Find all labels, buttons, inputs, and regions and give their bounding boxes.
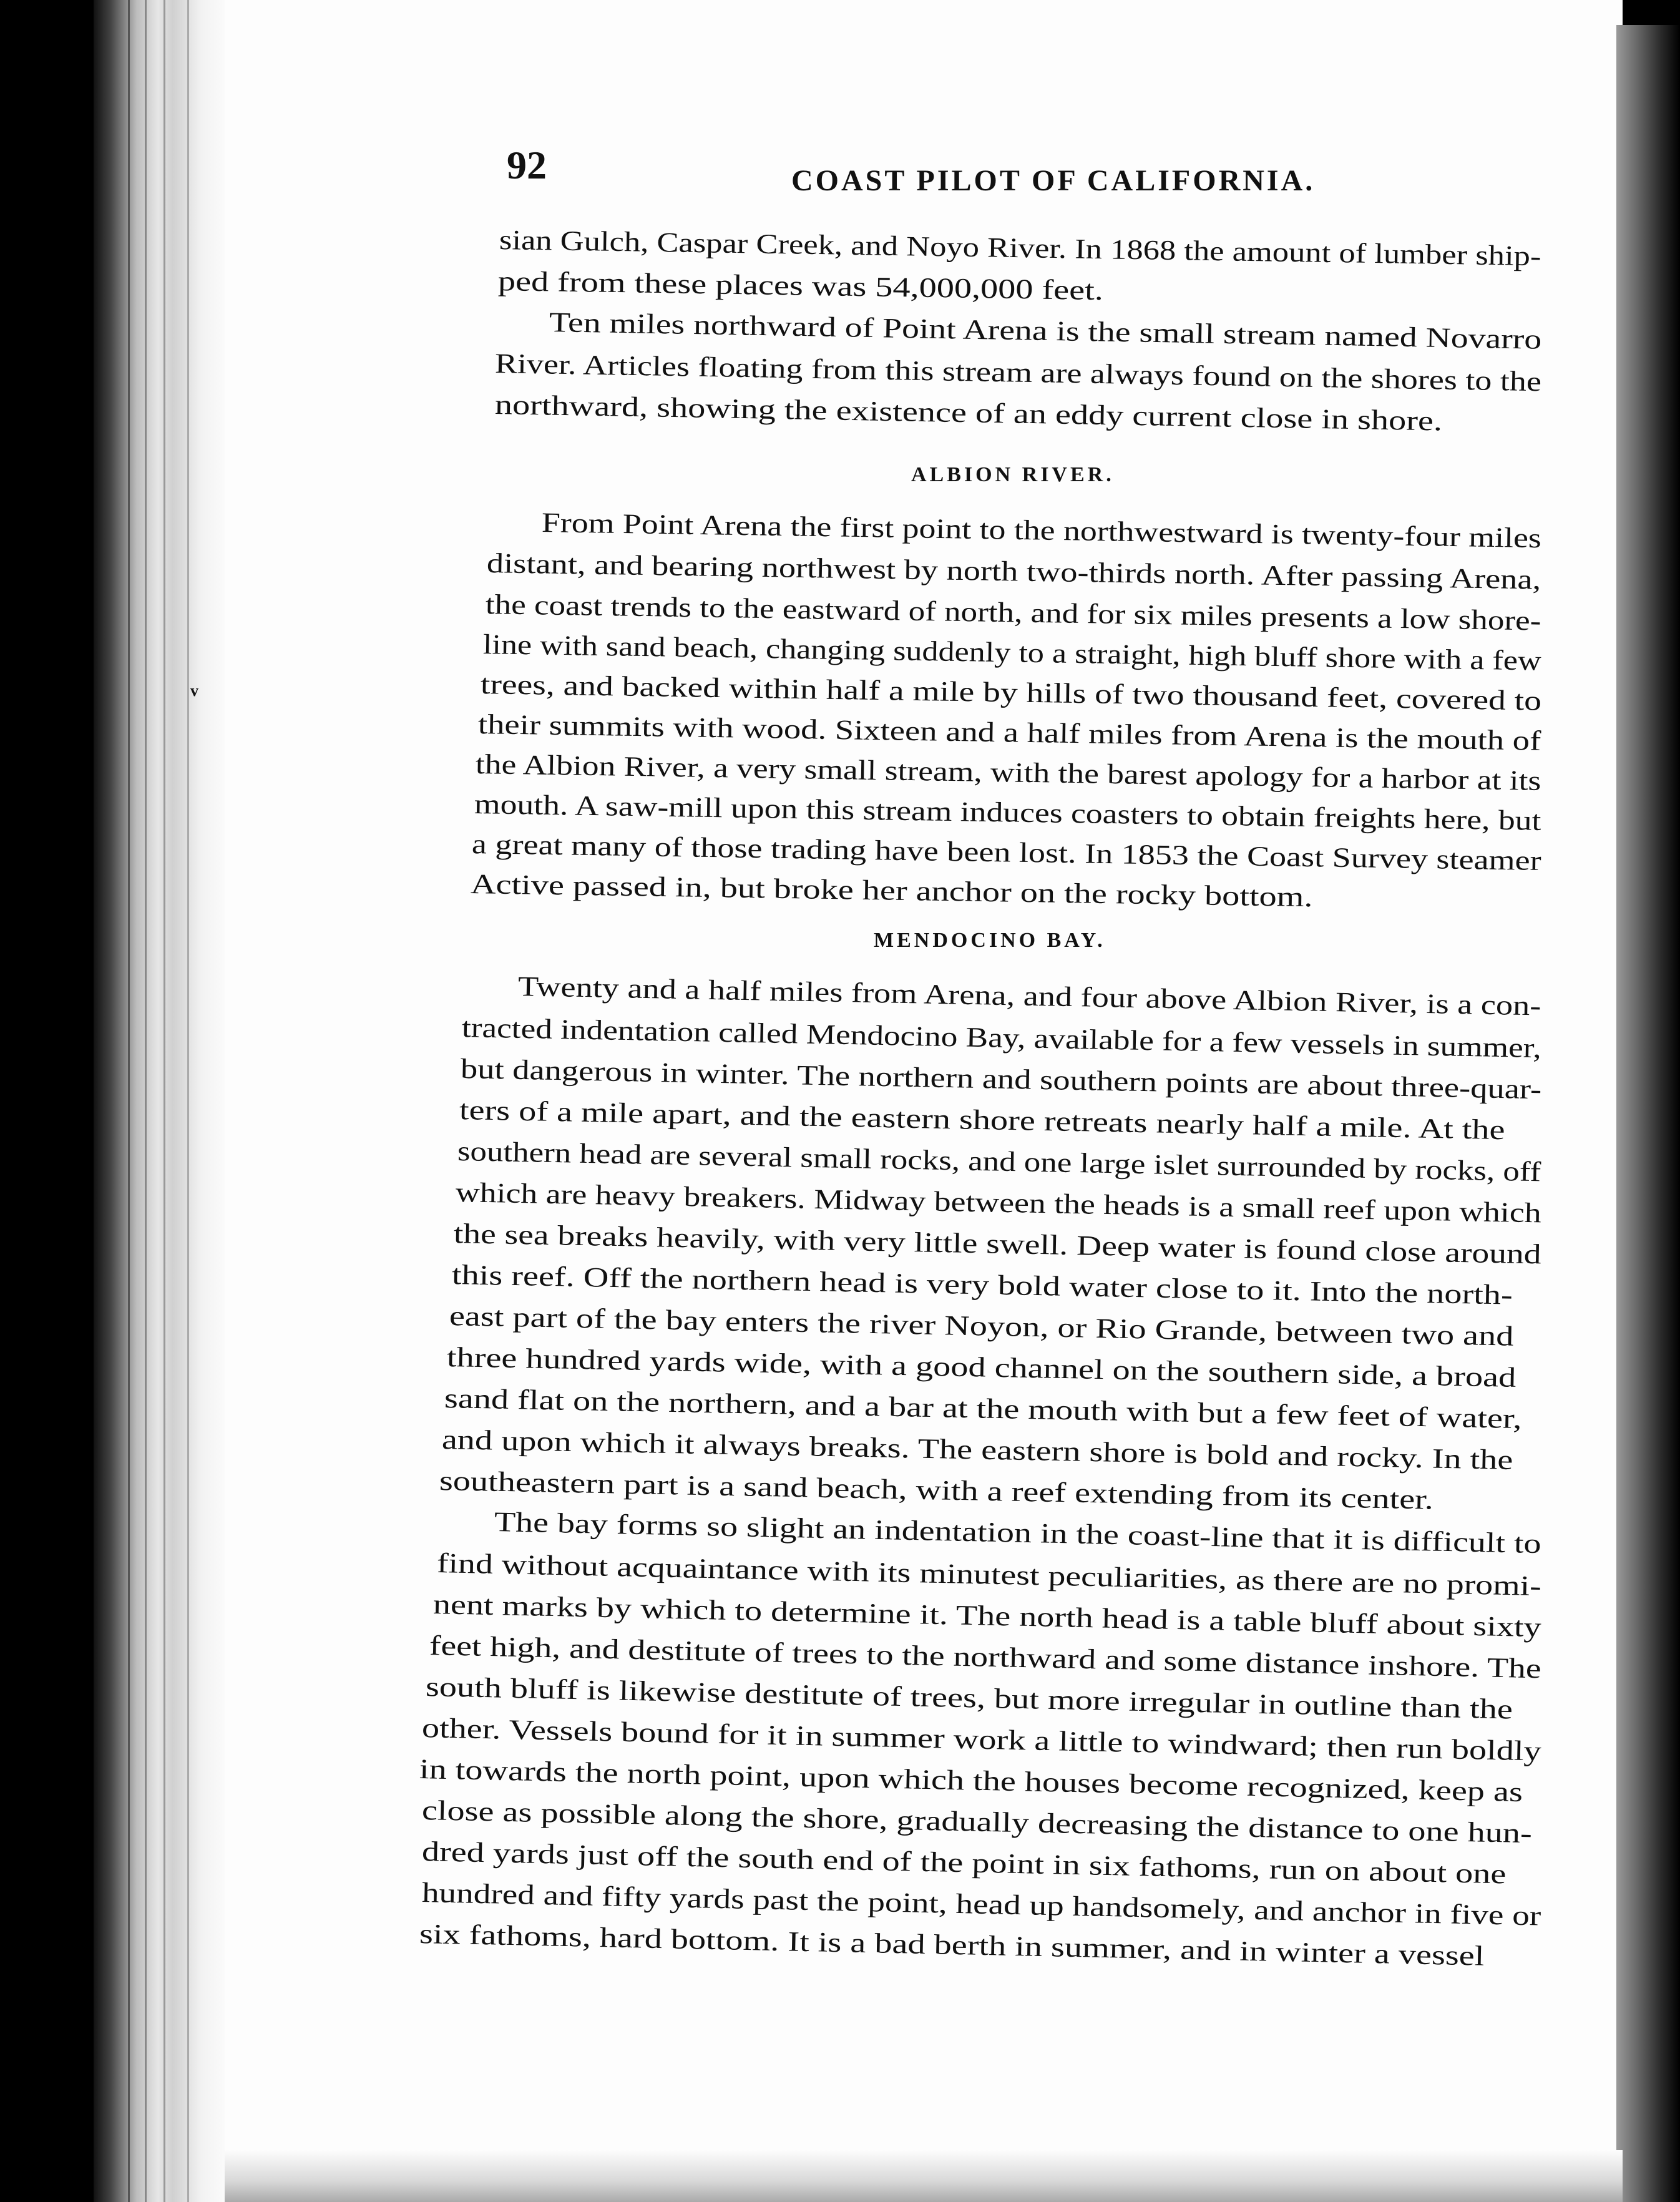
text-line: feet high, and destitute of trees to the northward and some distance inshore. The [429, 1630, 1542, 1685]
text-line: six fathoms, hard bottom. It is a bad berth in summer, and in winter a vessel [419, 1918, 1485, 1972]
text-line: in towards the north point, upon which the houses become recognized, keep as [419, 1753, 1523, 1808]
text-line: dred yards just off the south end of the point in six fathoms, run on about one [421, 1836, 1507, 1890]
text-line: three hundred yards wide, with a good channel on the southern side, a broad [446, 1341, 1516, 1393]
text-line: River. Articles floating from this stream are always found on the shores to the [494, 348, 1542, 398]
text-line: From Point Arena the first point to the northwestward is twenty-four miles [541, 507, 1542, 554]
text-line: and upon which it always breaks. The eastern shore is bold and rocky. In the [441, 1424, 1513, 1475]
text-line: this reef. Off the northern head is very bold water close to it. Into the north- [451, 1259, 1513, 1311]
text-line: their summits with wood. Sixteen and a half miles from Arena is the mouth of [477, 708, 1541, 756]
text-line: Active passed in, but broke her anchor on the rocky bottom. [470, 868, 1313, 913]
text-line: trees, and backed within half a mile by hills of two thousand feet, covered to [480, 668, 1542, 717]
text-line: southeastern part is a sand beach, with a reef extending from its center. [439, 1465, 1434, 1515]
text-line: east part of the bay enters the river Noyon, or Rio Grande, between two and [449, 1300, 1514, 1352]
margin-mark: v [190, 682, 198, 700]
text-line: sand flat on the northern, and a bar at the mouth with but a few feet of water, [444, 1382, 1523, 1435]
text-line: ters of a mile apart, and the eastern shore retreats nearly half a mile. At the [459, 1094, 1506, 1146]
text-line: the coast trends to the eastward of north, and for six miles presents a low shore- [485, 589, 1541, 637]
text-line: The bay forms so slight an indentation in the coast-line that it is difficult to [494, 1506, 1542, 1560]
text-line: a great many of those trading have been lost. In 1853 the Coast Survey steamer [471, 828, 1542, 876]
text-line: mouth. A saw-mill upon this stream induces coasters to obtain freights here, but [474, 788, 1541, 836]
text-line: nent marks by which to determine it. The north head is a table bluff about sixty [432, 1588, 1542, 1643]
text-line: distant, and bearing northwest by north two-thirds north. After passing Arena, [486, 547, 1541, 595]
text-line: tracted indentation called Mendocino Bay, available for a few vessels in summer, [461, 1012, 1542, 1064]
text-line: the sea breaks heavily, with very little swell. Deep water is found close around [453, 1218, 1541, 1270]
text-line: which are heavy breakers. Midway between the heads is a small reef upon which [455, 1177, 1542, 1229]
text-line: Ten miles northward of Point Arena is the small stream named Novarro [549, 306, 1542, 355]
running-title: COAST PILOT OF CALIFORNIA. [791, 164, 1316, 197]
text-line: line with sand beach, changing suddenly to a straight, high bluff shore with a few [482, 629, 1542, 677]
text-line: the Albion River, a very small stream, with the barest apology for a harbor at its [475, 748, 1541, 796]
text-line: hundred and fifty yards past the point, head up handsomely, and anchor in five or [421, 1877, 1541, 1932]
text-line: southern head are several small rocks, and one large islet surrounded by rocks, off [457, 1135, 1541, 1188]
text-line: northward, showing the existence of an eddy current close in shore. [494, 389, 1443, 437]
section-heading-mendocino: MENDOCINO BAY. [874, 929, 1106, 952]
text-line: sian Gulch, Caspar Creek, and Noyo River. In 1868 the amount of lumber ship- [499, 224, 1541, 272]
page-number: 92 [507, 143, 547, 187]
text-line: find without acquaintance with its minutest peculiarities, as there are no promi- [436, 1547, 1542, 1602]
text-line: ped from these places was 54,000,000 feet. [497, 265, 1104, 306]
section-heading-albion: ALBION RIVER. [911, 463, 1115, 486]
text-line: Twenty and a half miles from Arena, and four above Albion River, is a con- [517, 971, 1541, 1022]
text-line: south bluff is likewise destitute of trees, but more irregular in outline than the [425, 1671, 1513, 1725]
text-line: close as possible along the shore, gradually decreasing the distance to one hun- [421, 1794, 1533, 1849]
text-line: other. Vessels bound for it in summer work a little to windward; then run boldly [421, 1712, 1542, 1767]
text-line: but dangerous in winter. The northern and southern points are about three-quar- [460, 1053, 1542, 1105]
